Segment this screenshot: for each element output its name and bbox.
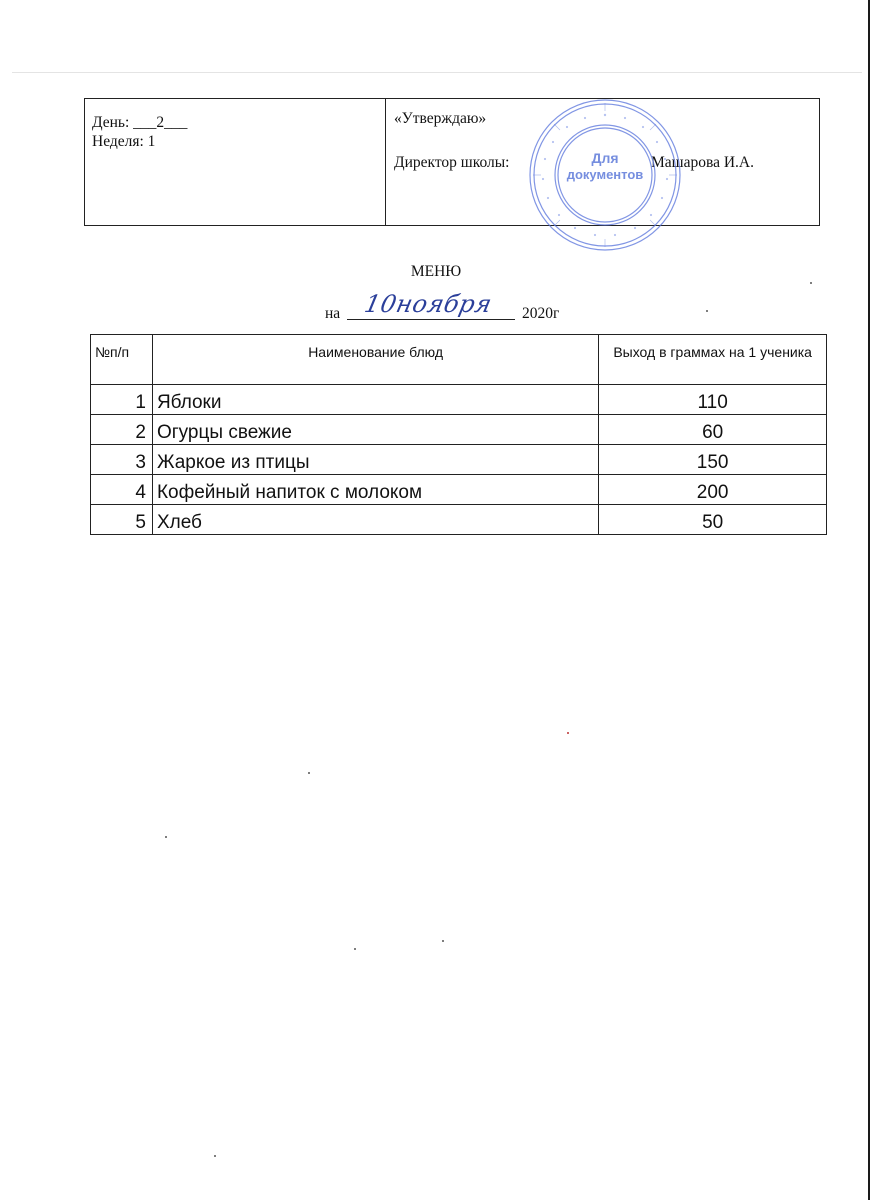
table-row xyxy=(91,505,827,535)
header-dish: Наименование блюд xyxy=(152,335,598,385)
row-num: 1 xyxy=(91,385,153,415)
school-stamp xyxy=(527,97,683,253)
scan-speck xyxy=(810,282,812,284)
row-num: 4 xyxy=(91,475,153,505)
approve-label: «Утверждаю» xyxy=(394,110,487,127)
director-name: Машарова И.А. xyxy=(651,154,754,171)
stamp-text-line1: Для xyxy=(591,150,619,166)
scan-speck xyxy=(165,836,167,838)
table-row xyxy=(91,475,827,505)
date-year: 2020г xyxy=(521,305,560,322)
table-row xyxy=(91,415,827,445)
director-label: Директор школы: xyxy=(394,154,510,171)
row-output: 60 xyxy=(599,415,827,445)
menu-table xyxy=(90,334,827,535)
table-row xyxy=(91,385,827,415)
date-blank xyxy=(347,290,515,320)
row-output: 150 xyxy=(599,445,827,475)
handwritten-date: 10ноября xyxy=(362,290,495,318)
header-num: №п/п xyxy=(91,335,153,385)
row-dish: Жаркое из птицы xyxy=(152,445,598,475)
scan-top-rule xyxy=(12,72,862,73)
scan-speck xyxy=(214,1155,216,1157)
row-dish: Кофейный напиток с молоком xyxy=(152,475,598,505)
stamp-text-line2: документов xyxy=(566,167,644,182)
table-header-row xyxy=(91,335,827,385)
row-num: 2 xyxy=(91,415,153,445)
row-dish: Хлеб xyxy=(152,505,598,535)
scan-speck xyxy=(308,772,310,774)
row-dish: Яблоки xyxy=(152,385,598,415)
week-label: Неделя: 1 xyxy=(92,133,156,150)
date-prefix: на xyxy=(325,305,341,322)
day-label: День: ___2___ xyxy=(92,114,188,131)
row-output: 110 xyxy=(599,385,827,415)
row-num: 3 xyxy=(91,445,153,475)
row-output: 200 xyxy=(599,475,827,505)
scan-speck xyxy=(567,732,569,734)
date-line xyxy=(325,290,560,323)
header-left-cell xyxy=(85,99,386,225)
scan-speck xyxy=(354,948,356,950)
scan-speck xyxy=(442,940,444,942)
menu-title: МЕНЮ xyxy=(410,263,462,280)
row-output: 50 xyxy=(599,505,827,535)
header-table xyxy=(84,98,820,226)
scan-speck xyxy=(706,310,708,312)
row-num: 5 xyxy=(91,505,153,535)
table-row xyxy=(91,445,827,475)
page-edge-line xyxy=(868,0,870,1200)
row-dish: Огурцы свежие xyxy=(152,415,598,445)
header-output: Выход в граммах на 1 ученика xyxy=(599,335,827,385)
